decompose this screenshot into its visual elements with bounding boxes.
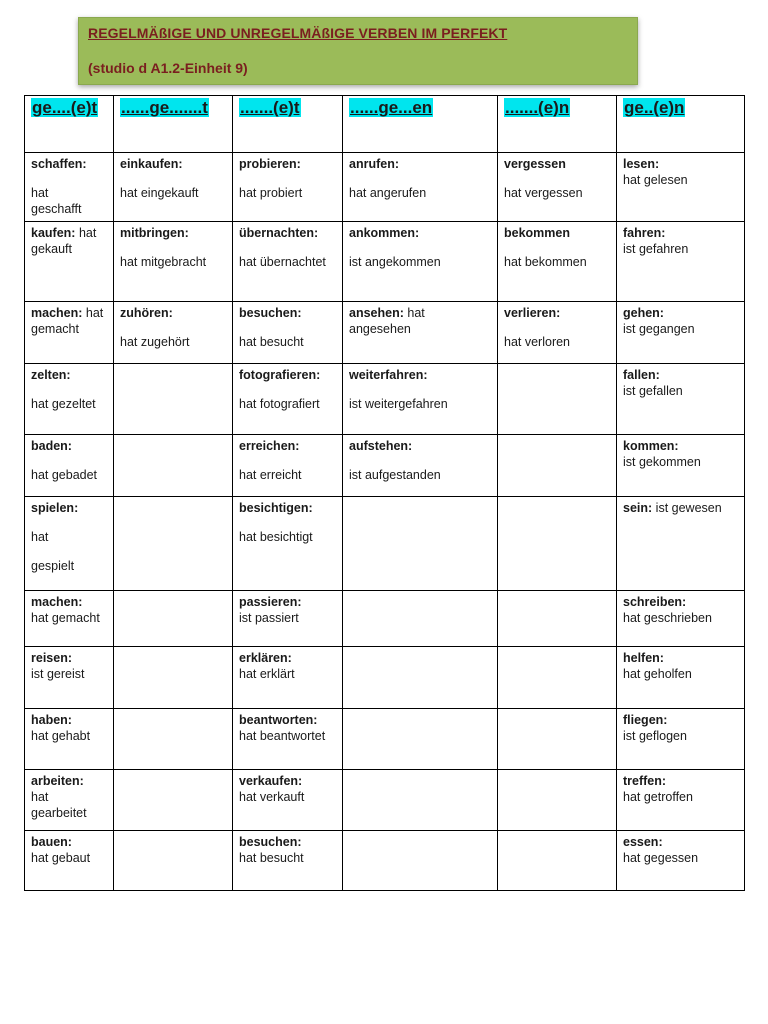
verb-infinitive: zelten:: [31, 368, 71, 382]
verb-infinitive: haben:: [31, 713, 72, 727]
table-cell: [343, 222, 498, 302]
table-cell: [498, 831, 617, 891]
table-cell: [114, 222, 233, 302]
verb-perfect: hat angerufen: [349, 186, 427, 200]
verb-perfect: hat: [31, 530, 49, 544]
verb-perfect: ist gefahren: [623, 242, 689, 256]
verb-perfect: hat bekommen: [504, 255, 587, 269]
table-cell: [25, 770, 114, 831]
table-cell: [498, 364, 617, 435]
table-cell: [617, 222, 745, 302]
verb-infinitive: spielen:: [31, 501, 79, 515]
verb-infinitive: besuchen:: [239, 306, 302, 320]
verb-perfect: hat eingekauft: [120, 186, 199, 200]
table-cell: [343, 364, 498, 435]
table-cell: [114, 831, 233, 891]
table-cell: [114, 497, 233, 591]
verb-infinitive: machen:: [31, 595, 83, 609]
table-cell: [233, 831, 343, 891]
verb-infinitive: fliegen:: [623, 713, 668, 727]
table-cell: [617, 591, 745, 647]
verb-perfect-continued: gespielt: [31, 559, 75, 573]
verb-infinitive: kaufen:: [31, 226, 76, 240]
verb-infinitive: schreiben:: [623, 595, 687, 609]
table-cell: [114, 435, 233, 497]
verb-infinitive: besuchen:: [239, 835, 302, 849]
table-cell: [617, 647, 745, 709]
table-row: [25, 647, 745, 709]
table-row: [25, 364, 745, 435]
verb-infinitive: ankommen:: [349, 226, 420, 240]
table-cell: [114, 153, 233, 222]
verb-perfect: hat besucht: [239, 335, 304, 349]
table-cell: [233, 647, 343, 709]
verb-perfect: hat geholfen: [623, 667, 692, 681]
verb-infinitive: arbeiten:: [31, 774, 84, 788]
verb-infinitive: machen:: [31, 306, 83, 320]
table-cell: [25, 222, 114, 302]
table-cell: [343, 709, 498, 770]
table-cell: [498, 435, 617, 497]
verb-infinitive: erklären:: [239, 651, 292, 665]
table-cell: [343, 831, 498, 891]
table-row: [25, 435, 745, 497]
verb-perfect-inline: ist gewesen: [655, 501, 722, 515]
verb-perfect: hat gebadet: [31, 468, 98, 482]
verb-perfect: ist passiert: [239, 611, 299, 625]
column-header: ge..(e)n: [617, 96, 745, 153]
verb-infinitive: ansehen:: [349, 306, 404, 320]
verb-perfect: ist geflogen: [623, 729, 687, 743]
table-cell: [25, 153, 114, 222]
verb-infinitive: einkaufen:: [120, 157, 183, 171]
verb-infinitive: helfen:: [623, 651, 664, 665]
verb-infinitive: mitbringen:: [120, 226, 189, 240]
table-cell: [114, 364, 233, 435]
verb-infinitive: weiterfahren:: [349, 368, 428, 382]
verb-perfect: hat verkauft: [239, 790, 305, 804]
table-cell: [25, 364, 114, 435]
verb-infinitive: fahren:: [623, 226, 666, 240]
verb-perfect-inline: hat: [78, 226, 97, 240]
verb-perfect-inline: hat: [85, 306, 104, 320]
verb-perfect: hat gegessen: [623, 851, 699, 865]
verb-table: [24, 95, 745, 891]
page-title: REGELMÄßIGE UND UNREGELMÄßIGE VERBEN IM PERFEKT: [88, 25, 508, 41]
table-cell: [343, 497, 498, 591]
verb-perfect: ist angekommen: [349, 255, 441, 269]
verb-perfect: hat vergessen: [504, 186, 583, 200]
verb-perfect: hat mitgebracht: [120, 255, 207, 269]
table-cell: [233, 770, 343, 831]
verb-perfect: hat gezeltet: [31, 397, 96, 411]
verb-infinitive: treffen:: [623, 774, 667, 788]
table-row: [25, 153, 745, 222]
table-cell: [343, 770, 498, 831]
verb-perfect: hat erklärt: [239, 667, 295, 681]
table-cell: [114, 709, 233, 770]
column-header: .......(e)n: [498, 96, 617, 153]
table-cell: [114, 591, 233, 647]
table-cell: [233, 497, 343, 591]
verb-perfect-continued: gearbeitet: [31, 806, 87, 820]
verb-perfect: hat getroffen: [623, 790, 693, 804]
table-cell: [498, 153, 617, 222]
table-cell: [617, 364, 745, 435]
table-cell: [343, 435, 498, 497]
verb-perfect: hat: [31, 186, 49, 200]
table-cell: [233, 435, 343, 497]
verb-infinitive: probieren:: [239, 157, 301, 171]
table-cell: [114, 647, 233, 709]
verb-infinitive: anrufen:: [349, 157, 399, 171]
table-cell: [498, 709, 617, 770]
verb-infinitive: zuhören:: [120, 306, 173, 320]
verb-perfect-continued: geschafft: [31, 202, 82, 216]
verb-perfect: hat erreicht: [239, 468, 302, 482]
verb-infinitive: verkaufen:: [239, 774, 303, 788]
verb-infinitive: kommen:: [623, 439, 679, 453]
table-cell: [498, 222, 617, 302]
table-row: [25, 831, 745, 891]
verb-perfect: hat besichtigt: [239, 530, 313, 544]
verb-perfect: hat gelesen: [623, 173, 688, 187]
table-cell: [25, 647, 114, 709]
verb-perfect: hat geschrieben: [623, 611, 712, 625]
verb-perfect: hat gehabt: [31, 729, 91, 743]
title-box: [78, 17, 638, 85]
table-cell: [25, 591, 114, 647]
table-row: [25, 709, 745, 770]
verb-perfect: hat: [31, 790, 49, 804]
table-cell: [25, 831, 114, 891]
verb-perfect-inline: hat: [407, 306, 425, 320]
table-cell: [343, 591, 498, 647]
table-cell: [617, 770, 745, 831]
verb-perfect: angesehen: [349, 322, 411, 336]
verb-perfect: hat gebaut: [31, 851, 91, 865]
table-cell: [617, 302, 745, 364]
verb-infinitive: fallen:: [623, 368, 660, 382]
verb-perfect: ist weitergefahren: [349, 397, 448, 411]
verb-perfect: hat verloren: [504, 335, 571, 349]
column-header: ge....(e)t: [25, 96, 114, 153]
verb-infinitive: sein:: [623, 501, 653, 515]
verb-infinitive: passieren:: [239, 595, 302, 609]
verb-infinitive: essen:: [623, 835, 663, 849]
table-cell: [233, 302, 343, 364]
table-cell: [114, 302, 233, 364]
table-row: [25, 770, 745, 831]
verb-infinitive: vergessen: [504, 157, 566, 171]
verb-perfect: hat fotografiert: [239, 397, 320, 411]
table-cell: [25, 709, 114, 770]
table-row: [25, 302, 745, 364]
verb-infinitive: bauen:: [31, 835, 72, 849]
verb-perfect: hat probiert: [239, 186, 303, 200]
table-row: [25, 222, 745, 302]
column-header: ......ge.......t: [114, 96, 233, 153]
table-header-row: [25, 96, 745, 153]
verb-infinitive: erreichen:: [239, 439, 300, 453]
table-cell: [343, 647, 498, 709]
verb-infinitive: aufstehen:: [349, 439, 413, 453]
verb-perfect: hat besucht: [239, 851, 304, 865]
verb-infinitive: besichtigen:: [239, 501, 313, 515]
verb-perfect: ist gereist: [31, 667, 85, 681]
verb-perfect: hat beantwortet: [239, 729, 326, 743]
verb-infinitive: reisen:: [31, 651, 72, 665]
table-cell: [25, 435, 114, 497]
table-cell: [233, 709, 343, 770]
verb-perfect: ist gefallen: [623, 384, 683, 398]
table-cell: [498, 302, 617, 364]
column-header: .......(e)t: [233, 96, 343, 153]
verb-infinitive: beantworten:: [239, 713, 318, 727]
table-cell: [233, 222, 343, 302]
table-cell: [233, 364, 343, 435]
column-header: ......ge...en: [343, 96, 498, 153]
table-row: [25, 591, 745, 647]
table-cell: [617, 435, 745, 497]
verb-infinitive: lesen:: [623, 157, 660, 171]
table-cell: [233, 153, 343, 222]
table-cell: [617, 831, 745, 891]
verb-perfect: ist gegangen: [623, 322, 695, 336]
verb-perfect: ist aufgestanden: [349, 468, 441, 482]
verb-infinitive: gehen:: [623, 306, 664, 320]
verb-perfect: gekauft: [31, 242, 73, 256]
table-cell: [498, 647, 617, 709]
table-cell: [498, 591, 617, 647]
table-cell: [617, 709, 745, 770]
verb-perfect: hat zugehört: [120, 335, 190, 349]
table-cell: [617, 497, 745, 591]
verb-infinitive: übernachten:: [239, 226, 319, 240]
table-cell: [343, 153, 498, 222]
verb-infinitive: schaffen:: [31, 157, 87, 171]
table-cell: [25, 302, 114, 364]
verb-perfect: gemacht: [31, 322, 79, 336]
page-subtitle: (studio d A1.2-Einheit 9): [88, 60, 248, 76]
verb-infinitive: baden:: [31, 439, 72, 453]
table-cell: [343, 302, 498, 364]
verb-infinitive: bekommen: [504, 226, 570, 240]
verb-perfect: hat übernachtet: [239, 255, 326, 269]
verb-perfect: ist gekommen: [623, 455, 701, 469]
table-cell: [498, 497, 617, 591]
verb-perfect: hat gemacht: [31, 611, 100, 625]
table-cell: [617, 153, 745, 222]
table-cell: [233, 591, 343, 647]
table-cell: [25, 497, 114, 591]
table-row: [25, 497, 745, 591]
verb-infinitive: fotografieren:: [239, 368, 321, 382]
verb-infinitive: verlieren:: [504, 306, 561, 320]
table-cell: [498, 770, 617, 831]
table-cell: [114, 770, 233, 831]
